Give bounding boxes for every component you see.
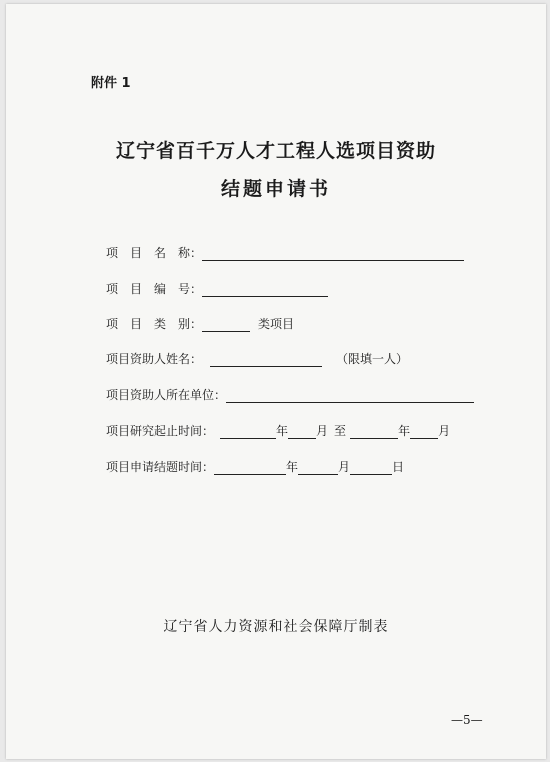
start-month-unit: 月 <box>316 424 329 438</box>
attachment-label: 附件 1 <box>91 76 131 91</box>
person-unit-row <box>106 386 474 403</box>
person-name-label: 项目资助人姓名： <box>106 352 203 366</box>
end-month-unit: 月 <box>438 424 451 438</box>
person-name-field[interactable] <box>210 354 322 367</box>
apply-date-row <box>106 458 404 475</box>
person-unit-label: 项目资助人所在单位： <box>106 388 227 402</box>
project-category-suffix: 类项目 <box>258 317 295 331</box>
person-name-row <box>106 350 408 367</box>
end-month-field[interactable] <box>410 426 438 439</box>
apply-month-field[interactable] <box>298 462 338 475</box>
apply-year-unit: 年 <box>286 460 299 474</box>
start-year-field[interactable] <box>220 426 276 439</box>
project-number-label: 项 目 编 号： <box>106 282 203 296</box>
apply-year-field[interactable] <box>214 462 286 475</box>
page-number: —5— <box>451 713 483 727</box>
project-number-row <box>106 280 328 297</box>
start-year-unit: 年 <box>276 424 289 438</box>
project-name-label: 项 目 名 称： <box>106 246 203 260</box>
project-category-field[interactable] <box>202 319 250 332</box>
issuing-organization: 辽宁省人力资源和社会保障厅制表 <box>163 619 389 635</box>
project-category-row <box>106 315 294 332</box>
person-name-note: （限填一人） <box>336 352 409 366</box>
document-title-line1: 辽宁省百千万人才工程人选项目资助 <box>115 140 436 162</box>
research-period-label: 项目研究起止时间： <box>106 424 215 438</box>
start-month-field[interactable] <box>288 426 316 439</box>
person-unit-field[interactable] <box>226 390 474 403</box>
document-page <box>6 4 546 759</box>
end-year-field[interactable] <box>350 426 398 439</box>
project-name-field[interactable] <box>202 248 464 261</box>
document-title-line2: 结题申请书 <box>220 178 331 200</box>
research-period-row <box>106 422 450 439</box>
apply-month-unit: 月 <box>338 460 351 474</box>
project-number-field[interactable] <box>202 284 328 297</box>
end-year-unit: 年 <box>398 424 411 438</box>
apply-date-label: 项目申请结题时间： <box>106 460 215 474</box>
period-to-label: 至 <box>334 424 347 438</box>
apply-day-unit: 日 <box>392 460 405 474</box>
project-category-label: 项 目 类 别： <box>106 317 203 331</box>
apply-day-field[interactable] <box>350 462 392 475</box>
project-name-row <box>106 244 464 261</box>
